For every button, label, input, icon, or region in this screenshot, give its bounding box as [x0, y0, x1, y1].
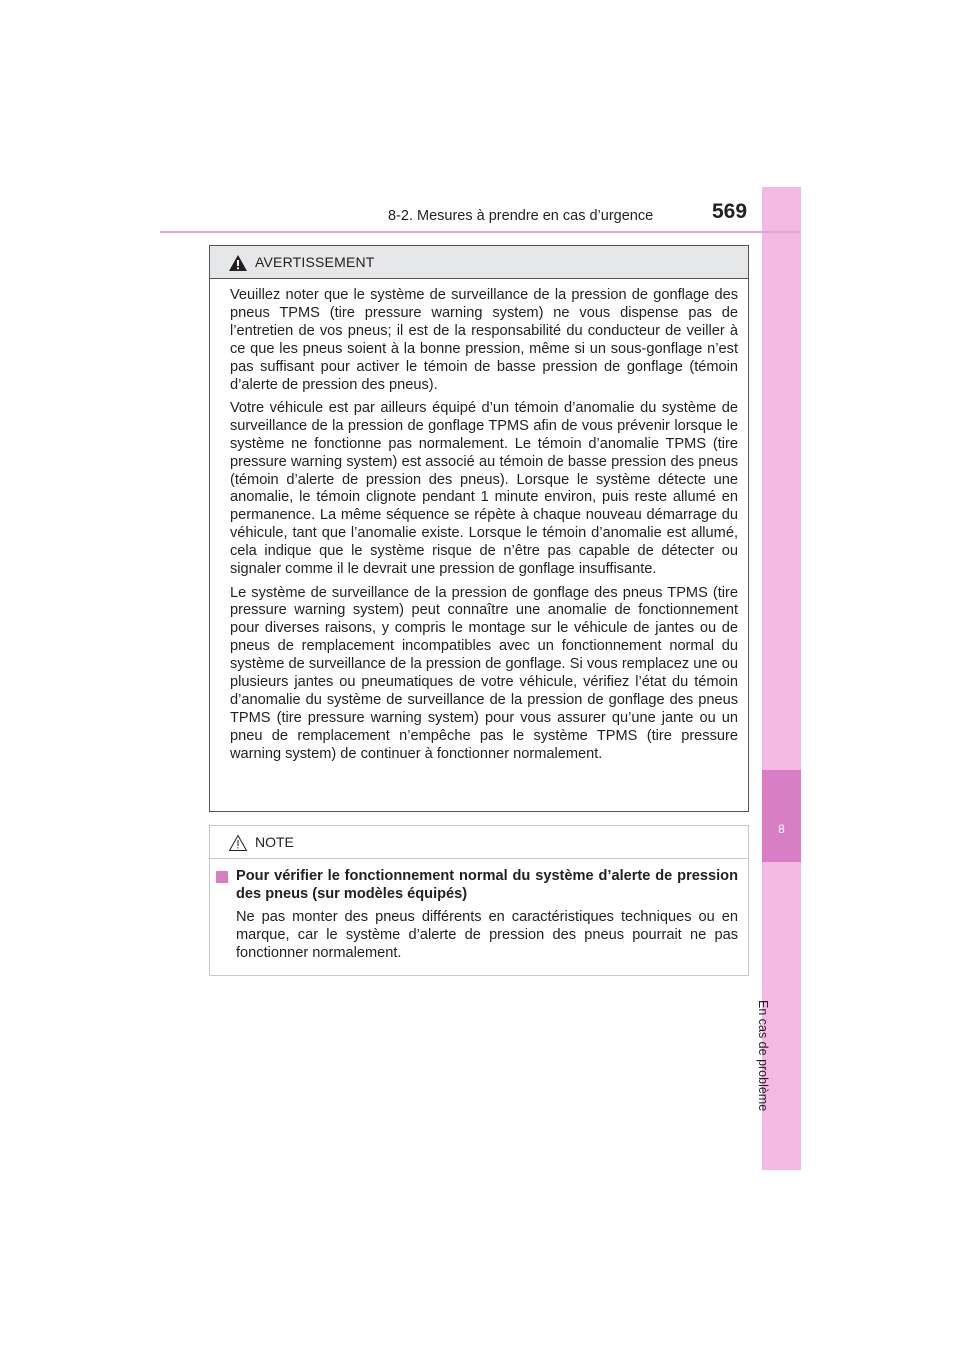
- warning-paragraph: Veuillez noter que le système de surveillance de la pression de gonflage des pneus TPMS (tire pressure warning system) ne vous dispense pas de l’entretien de vos pneus; il est de la responsabilité du conducteur de veiller à ce que les pneus soient à la bonne pression, même si un sous-gonflage n’est pas suffisant pour activer le témoin de basse pression de gonflage (témoin d’alerte de pression des pneus).: [230, 287, 738, 393]
- note-box: [209, 825, 749, 976]
- warning-box: [209, 245, 749, 812]
- header-section-title: 8-2. Mesures à prendre en cas d’urgence: [388, 208, 654, 224]
- warning-box-header: [210, 246, 748, 279]
- note-heading-text: Pour vérifier le fonctionnement normal du système d’alerte de pression des pneus (sur modèles équipés): [236, 868, 738, 902]
- chapter-number: 8: [778, 822, 785, 836]
- note-title: NOTE: [255, 834, 294, 850]
- note-body: [210, 859, 748, 963]
- note-box-header: [210, 826, 748, 859]
- caution-outline-triangle-icon: [228, 834, 248, 852]
- page-number: 569: [712, 200, 748, 223]
- warning-title: AVERTISSEMENT: [255, 254, 375, 270]
- note-text: Ne pas monter des pneus différents en caractéristiques techniques ou en marque, car le système d’alerte de pression des pneus pourrait ne pas fonctionner normalement.: [236, 908, 738, 961]
- chapter-title: En cas de problème: [756, 1000, 770, 1112]
- warning-paragraph: Votre véhicule est par ailleurs équipé d’un témoin d’anomalie du système de surveillance de la pression de gonflage TPMS afin de vous prévenir lorsque le système ne fonctionne pas normalement. Le témoin d’anomalie TPMS (tire pressure warning system) est associé au témoin de basse pression des pneus (témoin d’alerte de pression des pneus). Lorsque le système détecte une anomalie, le témoin clignote pendant 1 minute environ, puis reste allumé en permanence. La même séquence se répète à chaque nouveau démarrage du véhicule, tant que l’anomalie existe. Lorsque le témoin d’anomalie est allumé, cela indique que le système risque de n’être pas capable de détecter ou signaler comme il le devrait une pression de gonflage insuffisante.: [230, 399, 738, 578]
- warning-paragraph: Le système de surveillance de la pression de gonflage des pneus TPMS (tire pressure warning system) peut connaître une anomalie de fonctionnement pour diverses raisons, y compris le montage sur le véhicule de jantes ou de pneus de remplacement incompatibles avec un fonctionnement normal du système de surveillance de la pression de gonflage. Si vous remplacez une ou plusieurs jantes ou pneumatiques de votre véhicule, vérifiez l’état du témoin d’anomalie du système de surveillance de la pression de gonflage des pneus TPMS (tire pressure warning system) pour vous assurer qu’une jante ou un pneu de remplacement n’empêche pas le système TPMS (tire pressure warning system) de continuer à fonctionner normalement.: [230, 584, 738, 762]
- side-tab-chapter-marker: [762, 770, 801, 862]
- warning-body: [210, 279, 748, 764]
- square-bullet-icon: [216, 871, 228, 883]
- note-heading: [216, 868, 738, 909]
- header-rule: [160, 231, 800, 233]
- warning-triangle-icon: [228, 254, 248, 272]
